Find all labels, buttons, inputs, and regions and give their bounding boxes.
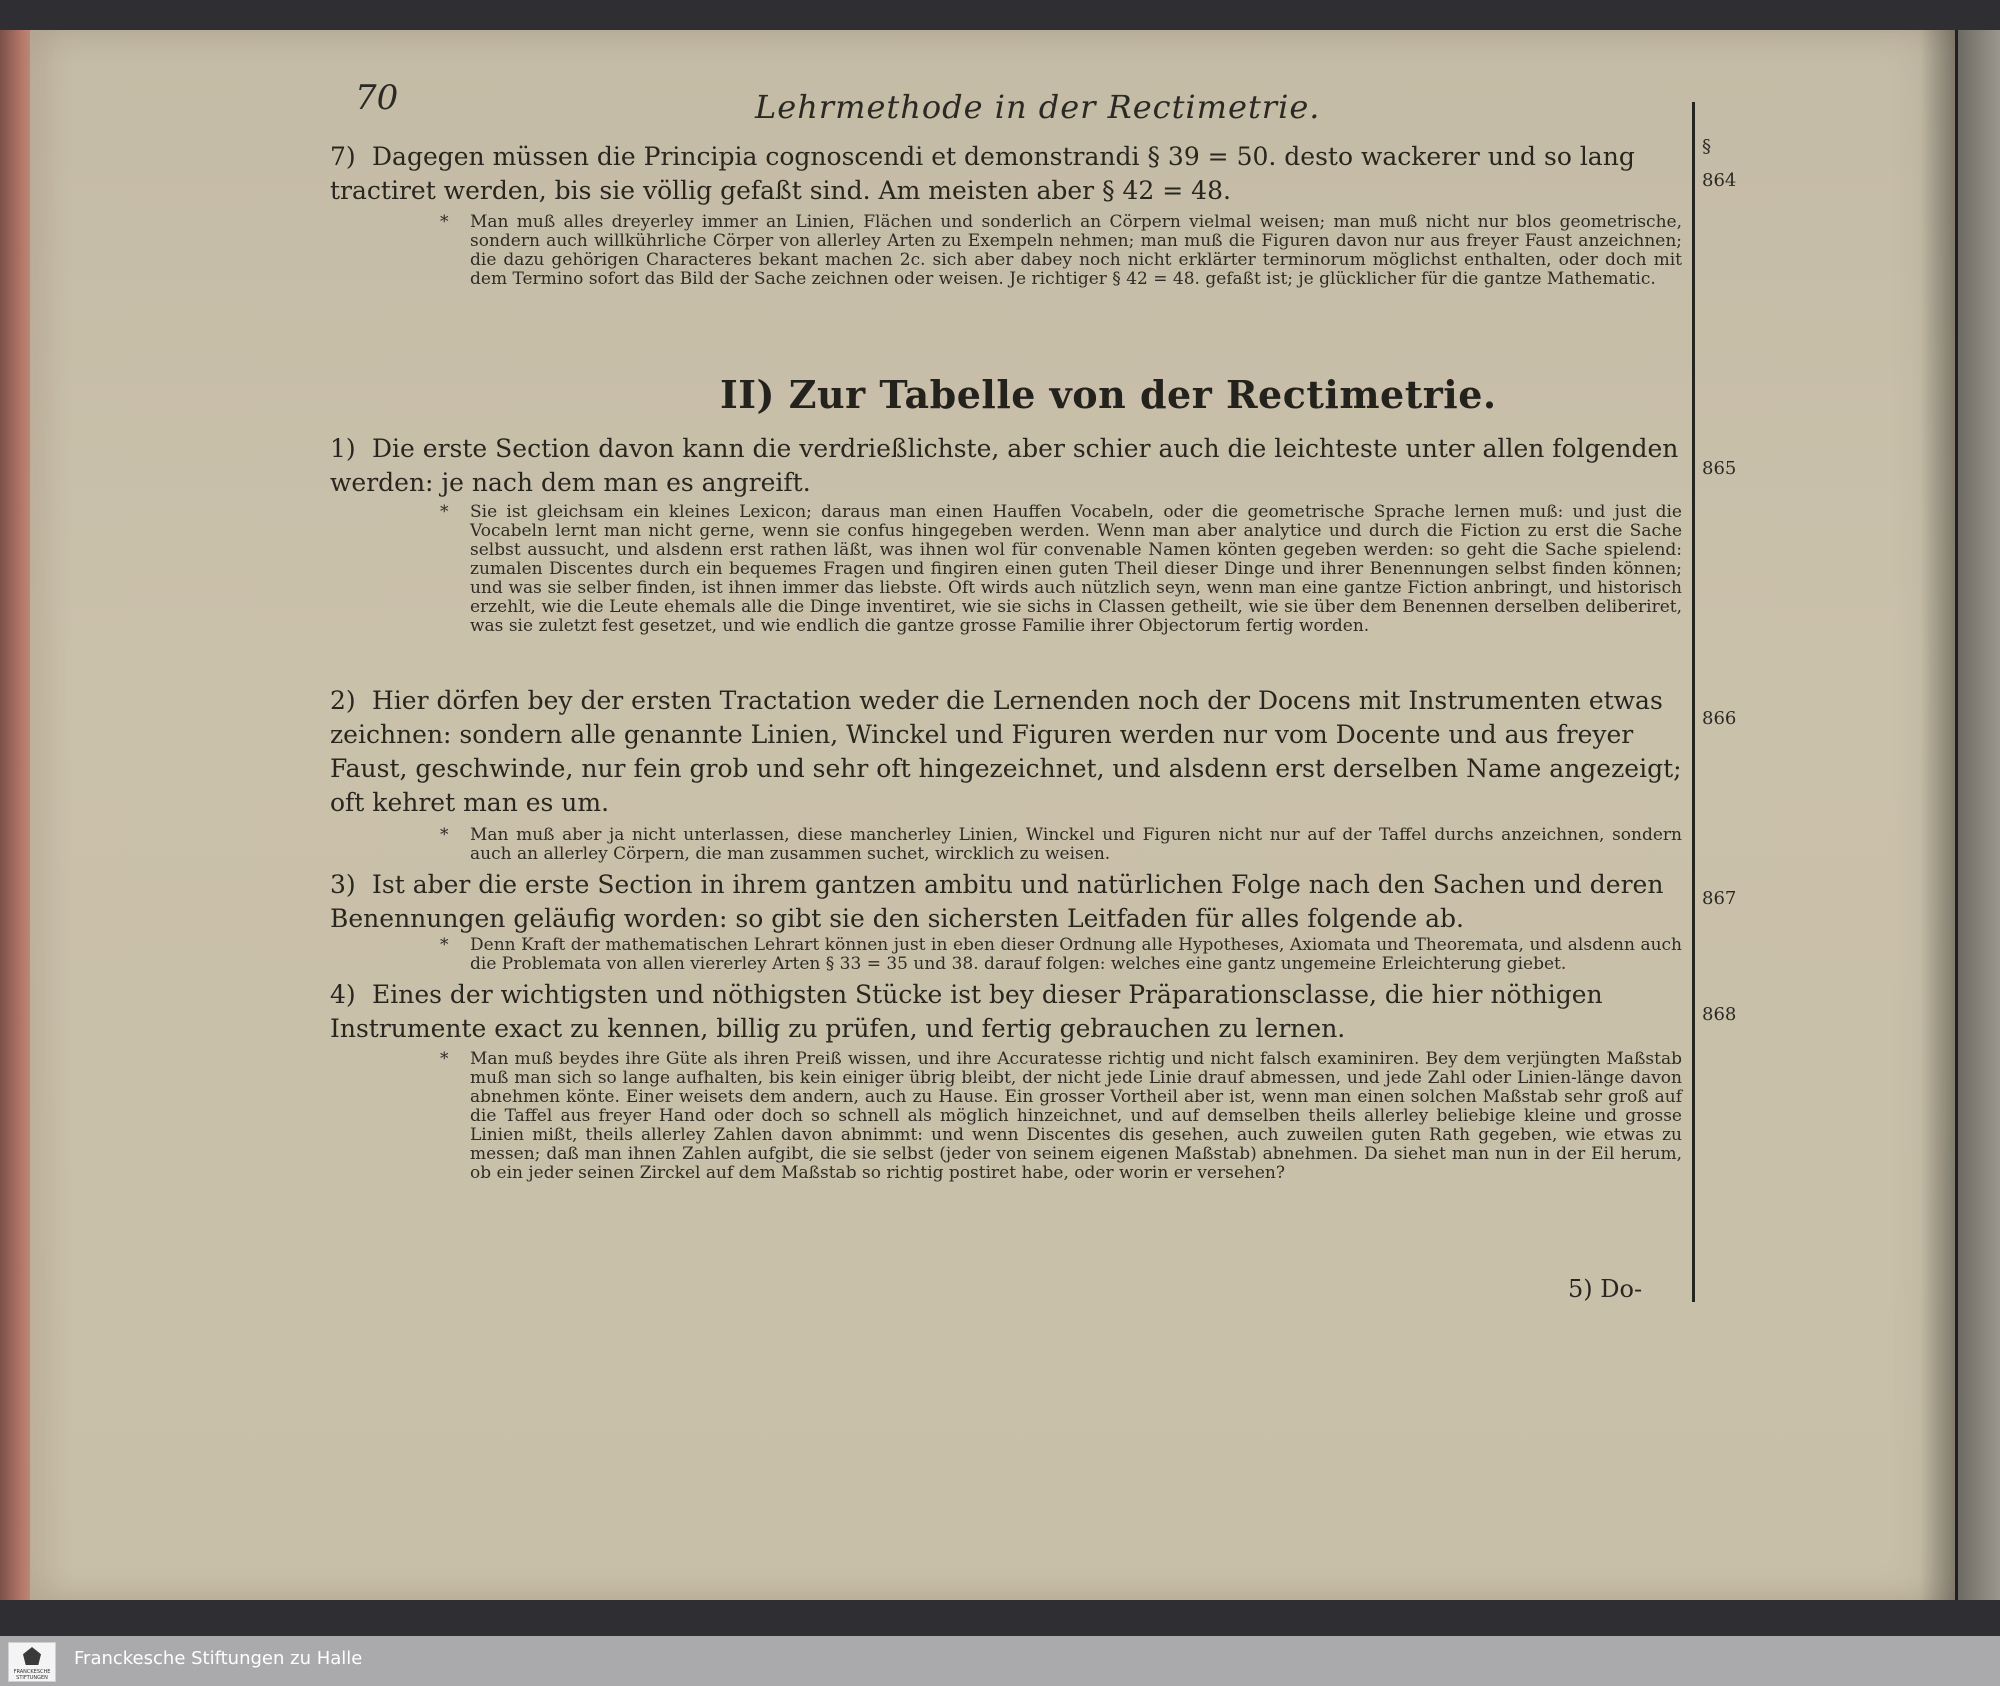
- footnote-7: [440, 212, 1682, 289]
- running-head: Lehrmethode in der Rectimetrie.: [755, 88, 1321, 126]
- paragraph-7: [330, 140, 1685, 208]
- facing-page-strip: [1958, 30, 2000, 1600]
- margin-number: 865: [1702, 458, 1737, 479]
- margin-number: 866: [1702, 708, 1737, 729]
- margin-number: 864: [1702, 170, 1737, 191]
- paragraph-1: [330, 432, 1685, 500]
- footnote-1: [440, 502, 1682, 636]
- paragraph-number: 3): [330, 870, 356, 899]
- asterisk: *: [440, 1049, 449, 1069]
- paragraph-number: 7): [330, 142, 356, 171]
- asterisk: *: [440, 212, 449, 232]
- paragraph-text: Ist aber die erste Section in ihrem gantzen ambitu und natürlichen Folge nach den Sachen und deren Benennungen geläufig worden: so gibt sie den sichersten Leitfaden für alles folgende ab.: [330, 870, 1664, 933]
- margin-number: 867: [1702, 888, 1737, 909]
- asterisk: *: [440, 502, 449, 522]
- footnote-4: [440, 1049, 1682, 1183]
- paragraph-number: 2): [330, 686, 356, 715]
- paragraph-text: Eines der wichtigsten und nöthigsten Stücke ist bey dieser Präparationsclasse, die hier nöthigen Instrumente exact zu kennen, billig zu prüfen, und fertig gebrauchen zu lernen.: [330, 980, 1603, 1043]
- footnote-2: [440, 825, 1682, 864]
- footnote-text: Man muß alles dreyerley immer an Linien, Flächen und sonderlich an Cörpern vielmal weisen; man muß nicht nur blos geometrische, sondern auch willkührliche Cörper von allerley Arten zu Exempeln nehmen; man muß die Figuren davon nur aus freyer Faust anzeichnen; die dazu gehörigen Characteres bekant machen 2c. sich aber dabey noch nicht erklärter terminorum möglichst enthalten, oder doch mit dem Termino sofort das Bild der Sache zeichnen oder weisen. Je richtiger § 42 = 48. gefaßt ist; je glücklicher für die gantze Mathematic.: [470, 212, 1682, 289]
- paragraph-number: 4): [330, 980, 356, 1009]
- margin-section-mark: §: [1702, 136, 1711, 157]
- paragraph-number: 1): [330, 434, 356, 463]
- paragraph-text: Dagegen müssen die Principia cognoscendi et demonstrandi § 39 = 50. desto wackerer und so lang tractiret werden, bis sie völlig gefaßt sind. Am meisten aber § 42 = 48.: [330, 142, 1635, 205]
- margin-number: 868: [1702, 1004, 1737, 1025]
- institution-name: Franckesche Stiftungen zu Halle: [74, 1648, 363, 1669]
- paragraph-4: [330, 978, 1685, 1046]
- paragraph-text: Hier dörfen bey der ersten Tractation weder die Lernenden noch der Docens mit Instrumenten etwas zeichnen: sondern alle genannte Linien, Winckel und Figuren werden nur vom Docente und aus freyer Faust, geschwinde, nur fein grob und sehr oft hingezeichnet, und alsdenn erst derselben Name angezeigt; oft kehret man es um.: [330, 686, 1682, 817]
- asterisk: *: [440, 935, 449, 955]
- gutter-shadow: [1920, 30, 1960, 1600]
- footnote-text: Man muß beydes ihre Güte als ihren Preiß wissen, und ihre Accuratesse richtig und nicht falsch examiniren. Bey dem verjüngten Maßstab muß man sich so lange aufhalten, bis kein einiger übrig bleibt, der nicht jede Linie drauf abmessen, und jede Zahl oder Linien-länge davon abnehmen könte. Einer weisets dem andern, auch zu Hause. Ein grosser Vortheil aber ist, wenn man einen solchen Maßstab sehr groß auf die Taffel aus freyer Hand oder doch so schnell als möglich hinzeichnet, und auf demselben theils allerley beliebige kleine und grosse Linien mißt, theils allerley Zahlen davon abnimmt: und wenn Discentes dis gesehen, auch zuweilen guten Rath gegeben, wie etwas zu messen; daß man ihnen Zahlen aufgibt, die sie selbst (jeder von seinem eigenen Maßstab) abnehmen. Da siehet man nun in der Eil herum, ob ein jeder seinen Zirckel auf dem Maßstab so richtig postiret habe, oder worin er versehen?: [470, 1049, 1682, 1183]
- asterisk: *: [440, 825, 449, 845]
- footnote-text: Sie ist gleichsam ein kleines Lexicon; daraus man einen Hauffen Vocabeln, oder die geometrische Sprache lernen muß: und just die Vocabeln lernt man nicht gerne, wenn sie confus hingegeben werden. Wenn man aber analytice und durch die Fiction zu erst die Sache selbst aussucht, und alsdenn erst rathen läßt, was ihnen wol für convenable Namen könten gegeben werden: so geht die Sache spielend: zumalen Discentes durch ein bequemes Fragen und fingiren einen guten Theil dieser Dinge und ihrer Benennungen selbst finden können; und was sie selber finden, ist ihnen immer das liebste. Oft wirds auch nützlich seyn, wenn man eine gantze Fiction anbringt, und historisch erzehlt, wie die Leute ehemals alle die Dinge inventiret, wie sie sichs in Classen getheilt, wie sie über dem Benennen derselben deliberiret, was sie zuletzt fest gesetzet, und wie endlich die gantze grosse Familie ihrer Objectorum fertig worden.: [470, 502, 1682, 636]
- paragraph-text: Die erste Section davon kann die verdrießlichste, aber schier auch die leichteste unter allen folgenden werden: je nach dem man es angreift.: [330, 434, 1679, 497]
- logo-caption: FRANCKESCHE STIFTUNGEN: [13, 1669, 51, 1681]
- catchword: 5) Do-: [1568, 1275, 1643, 1303]
- footnote-text: Denn Kraft der mathematischen Lehrart können just in eben dieser Ordnung alle Hypotheses, Axiomata und Theoremata, und alsdenn auch die Problemata von allen viererley Arten § 33 = 35 und 38. darauf folgen: welches eine gantz ungemeine Erleichterung giebet.: [470, 935, 1682, 974]
- paragraph-3: [330, 868, 1685, 936]
- building-icon: [23, 1647, 41, 1665]
- section-heading: II) Zur Tabelle von der Rectimetrie.: [720, 372, 1497, 417]
- paragraph-2: [330, 684, 1685, 820]
- margin-rule: [1692, 102, 1695, 1302]
- page-number: 70: [355, 78, 399, 118]
- footnote-text: Man muß aber ja nicht unterlassen, diese mancherley Linien, Winckel und Figuren nicht nur auf der Taffel durchs anzeichnen, sondern auch an allerley Cörpern, die man zusammen suchet, wircklich zu weisen.: [470, 825, 1682, 864]
- footer-bar: [0, 1636, 2000, 1686]
- footnote-3: [440, 935, 1682, 974]
- institution-logo[interactable]: [8, 1642, 56, 1682]
